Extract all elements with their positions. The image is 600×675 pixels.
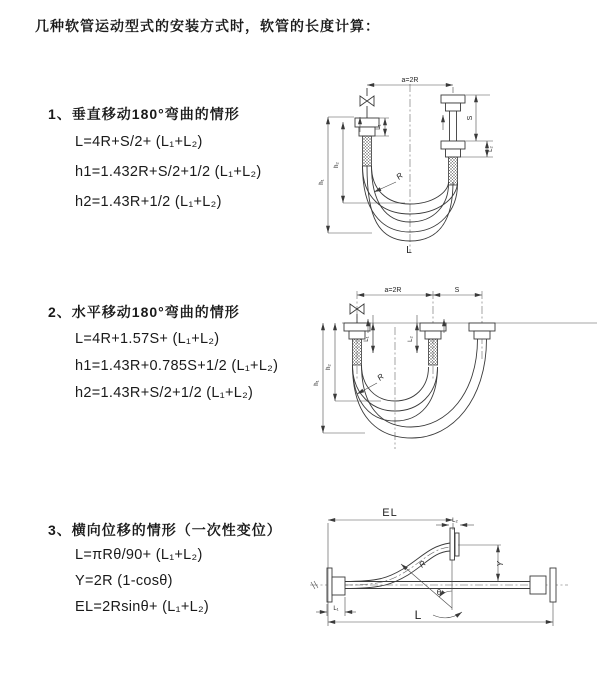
section-2-formula-h1: h1=1.43R+0.785S+1/2 (L₁+L₂) xyxy=(75,358,279,374)
dim-label-h1: h₁ xyxy=(314,380,320,386)
hose-u-bend-displaced xyxy=(353,339,487,438)
valve-icon xyxy=(360,88,374,118)
section-1-formula-L: L=4R+S/2+ (L₁+L₂) xyxy=(75,134,203,150)
dim-label-s: S xyxy=(467,115,474,121)
section-3-formula-L: L=πRθ/90+ (L₁+L₂) xyxy=(75,547,203,563)
section-3-formula-EL: EL=2Rsinθ+ (L₁+L₂) xyxy=(75,599,210,615)
dim-label-l1: L₁ xyxy=(376,124,382,130)
dim-label-a2r: a=2R xyxy=(401,77,419,84)
dim-label-theta: θ xyxy=(436,588,442,597)
diagram-horizontal-180-bend xyxy=(305,275,600,455)
dim-label-h1: h₁ xyxy=(319,179,325,185)
section-3-formula-Y: Y=2R (1-cosθ) xyxy=(75,573,173,589)
page-title: 几种软管运动型式的安装方式时，软管的长度计算： xyxy=(35,18,380,34)
right-flange-upper xyxy=(441,95,465,111)
diagram-lateral-displacement xyxy=(300,500,600,660)
dim-label-h2: h₂ xyxy=(326,364,332,370)
dim-label-l2: L₂ xyxy=(488,146,494,152)
dim-label-l1: L₁ xyxy=(333,606,339,612)
right-flange-original xyxy=(530,568,556,602)
section-3-heading: 3、横向位移的情形（一次性变位） xyxy=(48,522,282,538)
dim-label-length: L xyxy=(414,608,422,622)
dim-label-s: S xyxy=(454,287,460,294)
middle-hose-braid xyxy=(429,339,438,365)
right-flange-displaced xyxy=(450,528,459,560)
dim-label-r: R xyxy=(417,558,428,570)
left-hose-braid xyxy=(363,136,372,166)
section-1-heading: 1、垂直移动180°弯曲的情形 xyxy=(48,106,240,122)
section-2-heading: 2、水平移动180°弯曲的情形 xyxy=(48,304,240,320)
right-flange-lower xyxy=(441,141,465,157)
left-hose-braid xyxy=(353,339,362,365)
section-2-formula-L: L=4R+1.57S+ (L₁+L₂) xyxy=(75,331,220,347)
dim-label-y: Y xyxy=(496,561,505,567)
dim-label-length: L xyxy=(406,245,412,256)
section-1-formula-h2: h2=1.43R+1/2 (L₁+L₂) xyxy=(75,194,222,210)
diagram-vertical-180-bend xyxy=(310,70,600,265)
angle-leader-arc xyxy=(433,612,462,618)
section-2-formula-h2: h2=1.43R+S/2+1/2 (L₁+L₂) xyxy=(75,385,254,401)
dim-label-r: R xyxy=(394,170,405,182)
dim-label-r: R xyxy=(375,371,386,383)
dim-label-l2: L₂ xyxy=(408,336,414,342)
middle-flange xyxy=(420,323,446,339)
right-flange-displaced xyxy=(469,323,495,339)
dim-label-h2: h₂ xyxy=(334,162,340,168)
right-hose-braid xyxy=(449,157,458,185)
dim-label-a2r: a=2R xyxy=(384,287,402,294)
left-flange xyxy=(327,568,345,602)
dim-label-l2: L₂ xyxy=(452,518,458,524)
dim-label-l1: L₁ xyxy=(364,336,370,342)
section-1-formula-h1: h1=1.432R+S/2+1/2 (L₁+L₂) xyxy=(75,164,262,180)
dim-label-el: EL xyxy=(382,507,398,519)
